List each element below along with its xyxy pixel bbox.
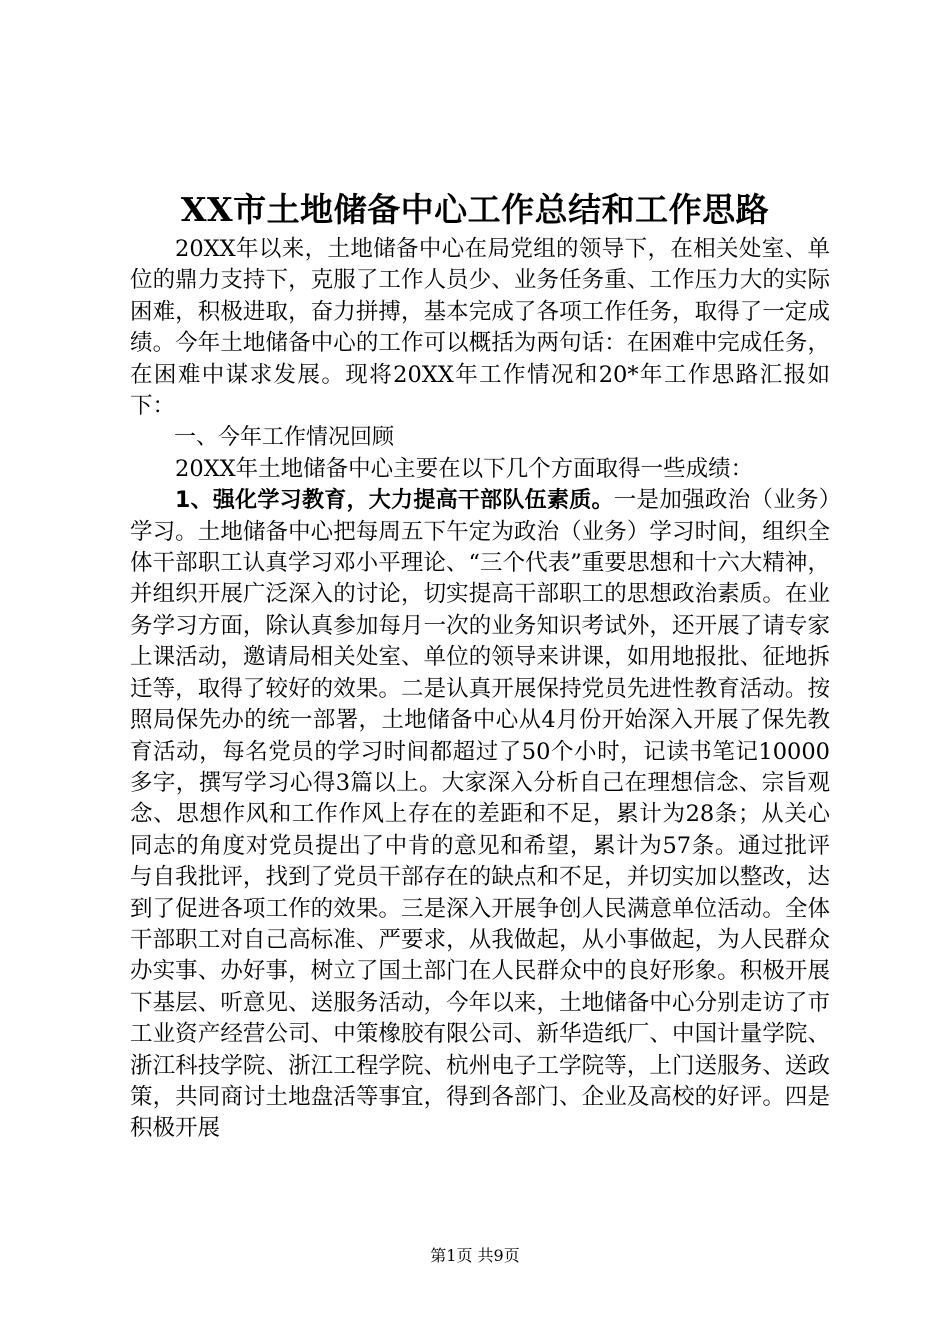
document-title: XX市土地储备中心工作总结和工作思路 [180, 190, 770, 229]
item-1-body: 一是加强政治（业务）学习。土地储备中心把每周五下午定为政治（业务）学习时间，组织全体干部职工认真学习邓小平理论、“三个代表”重要思想和十六大精神，并组织开展广泛深入的讨论，切实提高干部职工的思想政治素质。在业务学习方面，除认真参加每月一次的业务知识考试外，还开展了请专家上课活动，邀请局相关处室、单位的领导来讲课，如用地报批、征地拆迁等，取得了较好的效果。二是认真开展保持党员先进性教育活动。按照局保先办的统一部署，土地储备中心从4月份开始深入开展了保先教育活动，每名党员的学习时间都超过了50个小时，记读书笔记10000多字，撰写学习心得3篇以上。大家深入分析自己在理想信念、宗旨观念、思想作风和工作作风上存在的差距和不足，累计为28条；从关心同志的角度对党员提出了中肯的意见和希望，累计为57条。通过批评与自我批评，找到了党员干部存在的缺点和不足，并切实加以整改，达到了促进各项工作的效果。三是深入开展争创人民满意单位活动。全体干部职工对自己高标准、严要求，从我做起，从小事做起，为人民群众办实事、办好事，树立了国土部门在人民群众中的良好形象。积极开展下基层、听意见、送服务活动，今年以来，土地储备中心分别走访了市工业资产经营公司、中策橡胶有限公司、新华造纸厂、中国计量学院、浙江科技学院、浙江工程学院、杭州电子工学院等，上门送服务、送政策，共同商讨土地盘活等事宜，得到各部门、企业及高校的好评。四是积极开展 [130, 487, 830, 1142]
item-1-paragraph [130, 485, 830, 1145]
document-body [130, 234, 830, 1145]
page-footer: 第1页 共9页 [430, 1246, 520, 1265]
section-heading: 一、今年工作情况回顾 [174, 425, 395, 451]
section-intro-paragraph: 20XX年土地储备中心主要在以下几个方面取得一些成绩： [175, 455, 754, 482]
item-1-lead: 1、强化学习教育，大力提高干部队伍素质。 [175, 488, 614, 514]
intro-paragraph: 20XX年以来，土地储备中心在局党组的领导下，在相关处室、单位的鼎力支持下，克服了工作人员少、业务任务重、工作压力大的实际困难，积极进取，奋力拼搏，基本完成了各项工作任务，取得了一定成绩。今年土地储备中心的工作可以概括为两句话：在困难中完成任务，在困难中谋求发展。现将20XX年工作情况和20*年工作思路汇报如下： [130, 236, 830, 420]
